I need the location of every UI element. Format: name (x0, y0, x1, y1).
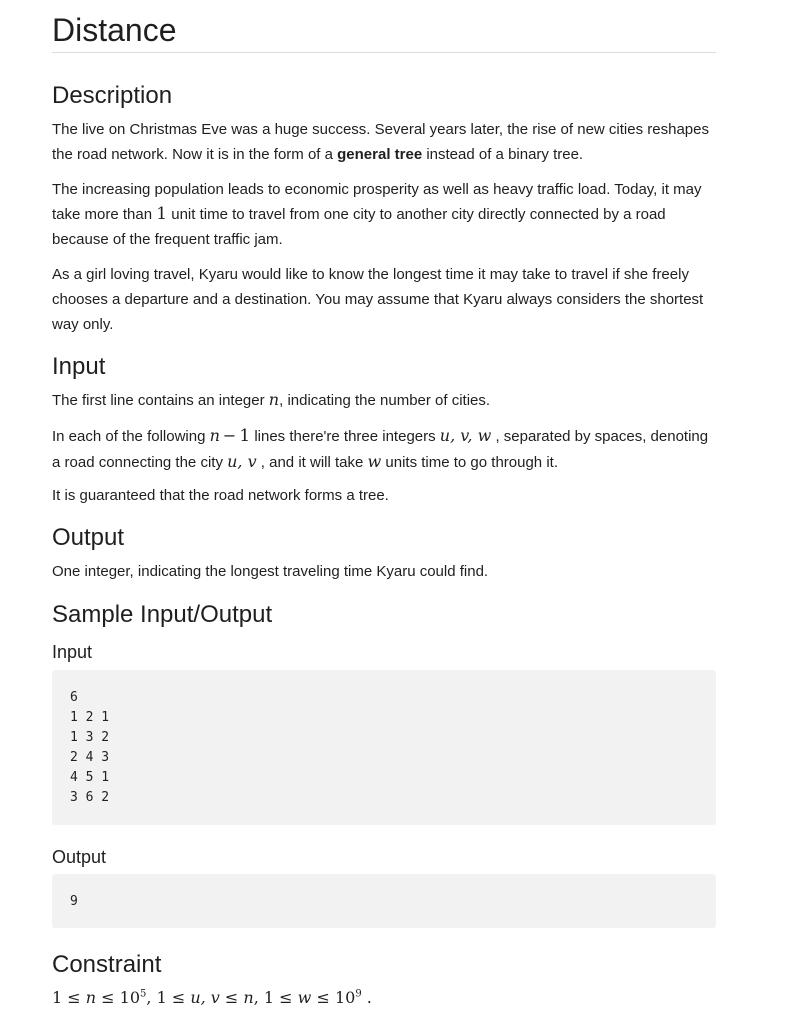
sample-input-code[interactable]: 6 1 2 1 1 3 2 2 4 3 4 5 1 3 6 2 (52, 670, 716, 825)
output-paragraph: One integer, indicating the longest traveling time Kyaru could find. (52, 563, 489, 580)
text: The first line contains an integer (52, 392, 269, 409)
output-heading: Output (52, 524, 125, 551)
description-heading: Description (52, 82, 173, 109)
math-var: n (243, 988, 254, 1007)
input-heading: Input (52, 353, 106, 380)
text: lines there're three integers (250, 428, 440, 445)
math-vars: u, v, w (439, 426, 492, 445)
description-paragraph-1 (52, 117, 716, 167)
math-op: − (222, 426, 237, 445)
math-text: . (361, 988, 372, 1007)
math-number: 1 (239, 426, 251, 446)
math-var: w (297, 988, 312, 1007)
math-text: , 1 ≤ (253, 988, 298, 1007)
math-text: ≤ 10 (96, 988, 141, 1007)
math-var: w (367, 452, 382, 471)
math-text: , 1 ≤ (146, 988, 191, 1007)
text: units time to go through it. (381, 454, 558, 471)
text: , separated by spaces, denoting a road connecting the city (52, 428, 709, 471)
text: unit time to travel from one city to another city directly connected by a road because of the frequent traffic jam. (52, 206, 666, 248)
input-paragraph-3: It is guaranteed that the road network forms a tree. (52, 487, 389, 504)
text: , and it will take (256, 454, 368, 471)
math-text: ≤ 10 (311, 988, 356, 1007)
math-var: n (268, 390, 280, 409)
text: The live on Christmas Eve was a huge success. Several years later, the rise of new cities reshapes the road network. Now it is in the form of a (52, 121, 709, 163)
sample-output-label: Output (52, 847, 107, 867)
input-paragraph-2 (52, 423, 716, 475)
description-paragraph-2 (52, 177, 716, 252)
text: instead of a binary tree. (422, 146, 584, 163)
page-title: Distance (52, 0, 716, 53)
bold-text: general tree (337, 146, 423, 163)
text: In each of the following (52, 428, 210, 445)
constraint-formula (52, 985, 372, 1010)
input-paragraph-1 (52, 387, 490, 413)
constraint-heading: Constraint (52, 951, 162, 978)
math-number: 1 (156, 204, 168, 224)
description-paragraph-3: As a girl loving travel, Kyaru would like to know the longest time it may take to travel if she freely chooses a departure and a destination. You may assume that Kyaru always considers the shortest way only. (52, 266, 704, 333)
text: The increasing population leads to economic prosperity as well as heavy traffic load. Today, it may take more than (52, 181, 702, 223)
math-text: ≤ (219, 988, 244, 1007)
math-vars: u, v (190, 988, 220, 1007)
math-var: n (85, 988, 97, 1007)
math-vars: u, v (227, 452, 257, 471)
sample-heading: Sample Input/Output (52, 601, 273, 628)
math-var: n (209, 426, 220, 445)
sample-output-code[interactable]: 9 (52, 874, 716, 928)
math-text: 1 ≤ (52, 988, 86, 1007)
text: , indicating the number of cities. (279, 392, 491, 409)
math-exponent: 9 (355, 988, 362, 1000)
problem-content (52, 0, 716, 1007)
math-exponent: 5 (140, 988, 147, 1000)
sample-input-label: Input (52, 642, 93, 662)
